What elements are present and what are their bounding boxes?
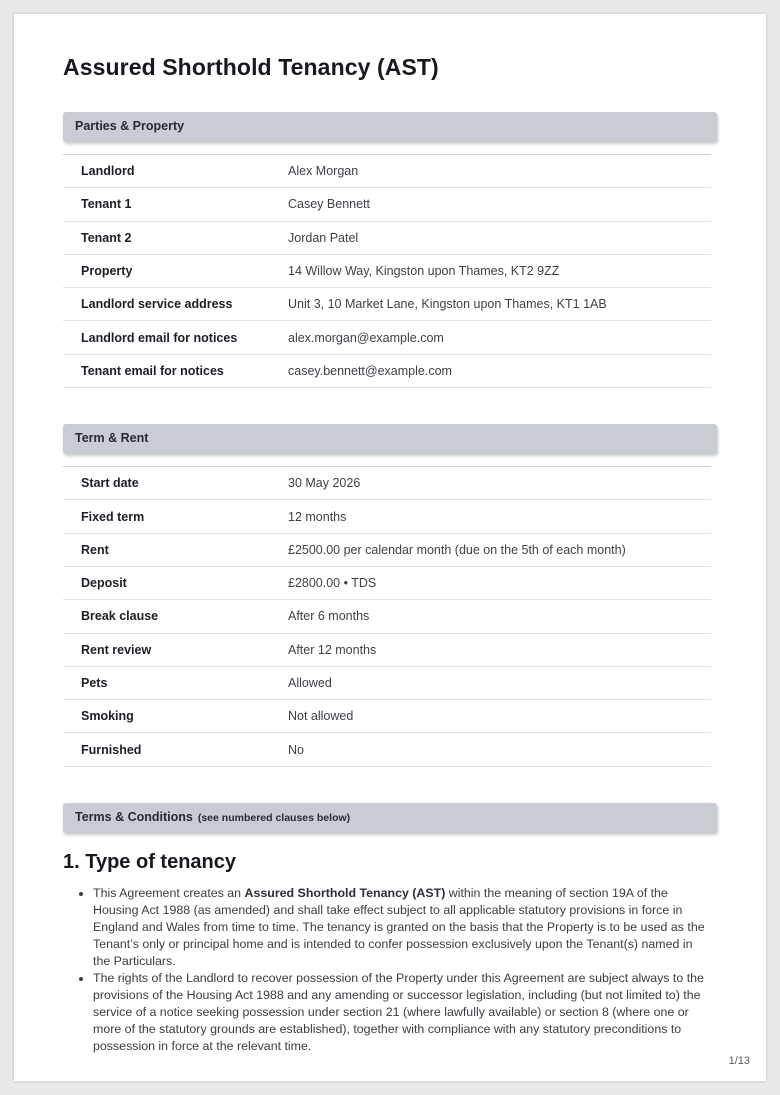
section-header-term-rent	[63, 424, 717, 454]
table-row	[63, 255, 711, 288]
table-row	[63, 567, 711, 600]
row-label: Landlord service address	[81, 297, 233, 312]
row-value: alex.morgan@example.com	[288, 330, 444, 345]
document-page	[14, 14, 766, 1081]
section-header-terms-conditions	[63, 803, 717, 833]
clause-heading: 1. Type of tenancy	[63, 850, 237, 873]
table-row	[63, 155, 711, 188]
clause-bullet-list	[63, 885, 711, 1055]
row-label: Landlord	[81, 164, 135, 179]
table-row	[63, 188, 711, 221]
parties-property-table	[63, 154, 711, 388]
bullet-text: within the meaning of section 19A of the Housing Act 1988 (as amended) and shall take effect subject to all applicable statutory provisions in force in England and Wales from time to time. The tenancy is granted on the basis that the Property is to be used as the Tenant’s only or principal home and is intended to confer possession exclusively upon the Tenant(s) named in the Particulars.	[93, 885, 705, 968]
row-label: Tenant email for notices	[81, 363, 224, 378]
table-row	[63, 733, 711, 766]
page-number: 1/13	[728, 1055, 750, 1067]
row-label: Tenant 1	[81, 197, 132, 212]
row-value: Jordan Patel	[288, 230, 359, 245]
row-label: Break clause	[81, 609, 159, 624]
row-value: After 6 months	[288, 609, 370, 624]
row-label: Tenant 2	[81, 230, 132, 245]
table-row	[63, 288, 711, 321]
table-row	[63, 355, 711, 388]
row-value: casey.bennett@example.com	[288, 363, 452, 378]
row-value: 14 Willow Way, Kingston upon Thames, KT2 9ZZ	[288, 264, 560, 279]
row-value: After 12 months	[288, 642, 377, 657]
row-label: Start date	[81, 476, 139, 491]
row-label: Pets	[81, 676, 108, 690]
table-row	[63, 700, 711, 733]
row-label: Deposit	[81, 576, 127, 591]
table-row	[63, 500, 711, 533]
row-value: Allowed	[288, 676, 332, 690]
row-value: £2800.00 • TDS	[288, 576, 377, 591]
row-value: Alex Morgan	[288, 164, 359, 179]
table-row	[63, 467, 711, 500]
page-title: Assured Shorthold Tenancy (AST)	[63, 54, 439, 80]
row-label: Fixed term	[81, 509, 145, 524]
row-label: Smoking	[81, 709, 134, 724]
row-label: Rent review	[81, 642, 152, 657]
section-header-label: Term & Rent	[75, 431, 149, 446]
section-header-note: (see numbered clauses below)	[197, 811, 351, 824]
row-value: 30 May 2026	[288, 476, 361, 491]
row-value: Not allowed	[288, 709, 354, 724]
table-row	[63, 222, 711, 255]
row-label: Rent	[81, 542, 109, 557]
section-header-label: Terms & Conditions	[75, 809, 193, 824]
bullet-text: This Agreement creates an	[93, 885, 245, 900]
row-label: Furnished	[81, 742, 142, 757]
bullet-item	[93, 885, 711, 970]
section-header-label: Parties & Property	[75, 119, 185, 133]
bullet-bold-text: Assured Shorthold Tenancy (AST)	[244, 885, 446, 900]
table-row	[63, 534, 711, 567]
bullet-item: • The rights of the Landlord to recover possession of the Property under this Agreement are subject always to the provisions of the Housing Act 1988 and any amending or successor legislation, including (but not limited to) the service of a notice seeking possession under section 21 (where lawfully available) or section 8 (where one or more of the statutory grounds are established), together with compliance with any statutory preconditions to possession in force at the relevant time.	[93, 970, 711, 1055]
table-row	[63, 321, 711, 354]
row-value: No	[288, 742, 304, 757]
row-label: Property	[81, 264, 133, 279]
term-rent-table	[63, 466, 711, 767]
table-row	[63, 600, 711, 633]
table-row	[63, 634, 711, 667]
section-header-parties-property	[63, 112, 717, 142]
row-value: Unit 3, 10 Market Lane, Kingston upon Thames, KT1 1AB	[288, 297, 607, 312]
table-row	[63, 667, 711, 700]
row-value: £2500.00 per calendar month (due on the 5th of each month)	[288, 542, 626, 557]
row-value: 12 months	[288, 509, 347, 524]
row-label: Landlord email for notices	[81, 330, 238, 345]
row-value: Casey Bennett	[288, 197, 370, 212]
